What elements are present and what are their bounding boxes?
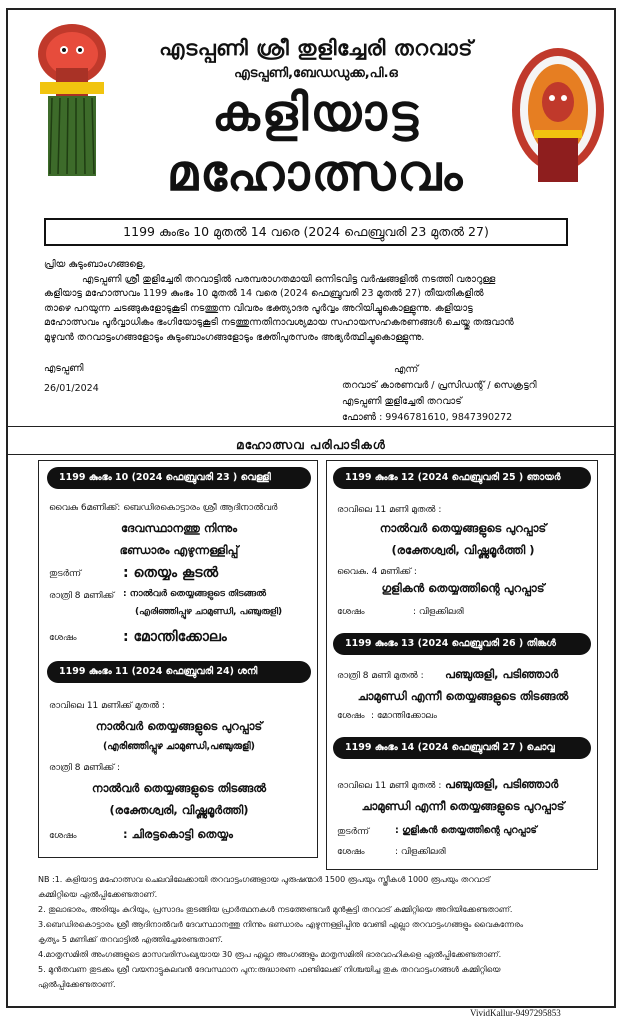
day3-date-band: 1199 കുംഭം 12 (2024 ഫെബ്രുവരി 25 ) ഞായർ xyxy=(333,467,591,489)
day1-time-text: രാത്രി 8 മണിക്ക് xyxy=(49,591,115,601)
letter-line: കളിയാട്ട മഹോത്സവം 1199 കുംഭം 10 മുതൽ 14 വരെ (2024 ഫെബ്രുവരി 23 മുതൽ 27) തീയതികളിൽ xyxy=(44,288,484,299)
day2-event: നാൽവർ തെയ്യങ്ങളുടെ തിടങ്ങൽ xyxy=(91,781,267,795)
program-title: മഹോത്സവ പരിപാടികൾ xyxy=(236,438,386,452)
note-line: കൃത്യം 5 മണിക്ക് തറവാട്ടിൽ എത്തിച്ചേരേണ്ടതാണ്. xyxy=(38,935,223,944)
day2-shesham: ശേഷം xyxy=(49,831,77,841)
note-line: 5. മുൻതവണ തുടക്കം ശ്രീ വയനാട്ടുകുലവൻ ദേവസ്ഥാന പുന:രുദ്ധാരണ ഫണ്ടിലേക്ക് നിശ്ചയിച്ച തുക തറവാട്ടംഗങ്ങൾ കമ്മിറ്റിയെ xyxy=(38,965,501,974)
page-title-line1: കളിയാട്ട xyxy=(212,84,420,142)
day1-event: : മോന്തിക്കോലം xyxy=(123,629,227,645)
day1-thudarnnu: തുടർന്ന് xyxy=(49,569,82,579)
day5-event: : വിളക്കിലരി xyxy=(395,847,446,857)
letter-line: മഹോത്സവം പൂർവ്വാധികം ഭംഗിയോടുകൂടി നടത്തുന്നതിനാവശ്യമായ സഹായസഹകരണങ്ങൾ ചെയ്തു തരുവാൻ xyxy=(44,317,514,328)
day2-time-text: രാത്രി 8 മണിക്ക് : xyxy=(49,763,121,773)
day3-event: (രക്തേശ്വരി, വിഷ്ണുമൂർത്തി ) xyxy=(391,543,535,557)
note-line: കമ്മിറ്റിയെ ഏൽപ്പിക്കേണ്ടതാണ്. xyxy=(38,890,158,899)
day4-time-text: രാത്രി 8 മണി മുതൽ : xyxy=(337,671,424,681)
notice-page xyxy=(6,8,616,1008)
day4-date-band: 1199 കുംഭം 13 (2024 ഫെബ്രുവരി 26 ) തിങ്കൾ xyxy=(333,633,591,655)
day4-event: : മോന്തിക്കോലം xyxy=(371,711,437,721)
place-name: എടപ്പണി,ബേഡഡുക്ക,പി.ഒ xyxy=(234,66,398,81)
signature-left xyxy=(44,362,99,396)
day2-date-band: 1199 കുംഭം 11 (2024 ഫെബ്രുവരി 24) ശനി xyxy=(47,661,311,683)
page-title-line2: മഹോത്സവം xyxy=(166,144,465,202)
day3-event: നാൽവർ തെയ്യങ്ങളുടെ പുറപ്പാട് xyxy=(379,521,547,535)
day2-event: : ചിരട്ടകൊട്ടി തെയ്യം xyxy=(123,827,233,841)
day5-shesham: ശേഷം xyxy=(337,847,365,857)
sign-place: എടപ്പണി xyxy=(44,363,84,374)
day1-date-band: 1199 കുംഭം 10 (2024 ഫെബ്രുവരി 23 ) വെള്ളി xyxy=(47,467,311,489)
day2-event: നാൽവർ തെയ്യങ്ങളുടെ പുറപ്പാട് xyxy=(95,719,263,733)
sign-phone: ഫോൺ : 9946781610, 9847390272 xyxy=(342,412,513,423)
signature-right xyxy=(342,362,537,426)
sign-ennu: എന്ന് xyxy=(394,364,419,375)
day1-event: : നാൽവർ തെയ്യങ്ങളുടെ തിടങ്ങൽ xyxy=(123,589,267,599)
day2-event: (രക്തേശ്വരി, വിഷ്ണുമൂർത്തി) xyxy=(109,803,249,817)
day1-event: (എരിഞ്ഞിപ്പുഴ ചാമുണ്ഡി, പഞ്ചുരുളി) xyxy=(135,607,283,617)
day3-time-text: വൈകു. 4 മണിക്ക് : xyxy=(337,567,417,577)
day4-shesham: ശേഷം xyxy=(337,711,365,721)
day1-event: : തെയ്യം കൂടൽ xyxy=(123,565,219,581)
theyyam-image-left xyxy=(20,18,120,176)
letter-line: മുഴുവൻ തറവാട്ടംഗങ്ങളോടും കുടുംബാംഗങ്ങളോടും ഭക്തിപുരസരം അഭ്യർത്ഥിച്ചുകൊള്ളുന്നു. xyxy=(44,331,425,343)
letter-line: എടപ്പണി ശ്രീ തുളിച്ചേരി തറവാട്ടിൽ പരമ്പരാഗതമായി ഒന്നിടവിട്ട വർഷങ്ങളിൽ നടത്തി വരാറുള്ള xyxy=(82,273,496,285)
note-line: 4.മാതൃസമിതി അംഗങ്ങളുടെ മാസവരിസംഖ്യയായ 30 രൂപ എല്ലാ അംഗങ്ങളും മാതൃസമിതി ഭാരവാഹികളെ ഏൽപ്പിക്കേണ്ടതാണ്. xyxy=(38,950,502,959)
day4-event: ചാമുണ്ഡി എന്നീ തെയ്യങ്ങളുടെ തിടങ്ങൽ xyxy=(357,689,569,703)
day5-thudarnnu: തുടർന്ന് xyxy=(337,827,370,837)
day5-time-text: രാവിലെ 11 മണി മുതൽ : xyxy=(337,781,442,791)
theyyam-image-right xyxy=(508,40,608,190)
day4-event: പഞ്ചുരുളി, പടിഞ്ഞാർ xyxy=(445,667,559,681)
note-line: 3.ബെഡിരകൊട്ടാരം ശ്രീ ആദിനാൽവർ ദേവസ്ഥാനത്തു നിന്നും ഭണ്ഡാരം എഴുന്നള്ളിപ്പിനു വേണ്ടി എല്ലാ തറവാട്ടംഗങ്ങളും വൈകുന്നേരം xyxy=(38,920,524,929)
day5-event: പഞ്ചുരുളി, പടിഞ്ഞാർ xyxy=(445,777,559,791)
sign-role: തറവാട് കാരണവർ / പ്രസിഡന്റ് / സെക്രട്ടറി xyxy=(342,380,537,391)
notes-section xyxy=(38,872,613,992)
day3-event: ഗുളികൻ തെയ്യത്തിന്റെ പുറപ്പാട് xyxy=(381,581,545,595)
day1-event: ദേവസ്ഥാനത്തു നിന്നും xyxy=(120,521,238,535)
note-line: ഏൽപ്പിക്കേണ്ടതാണ്. xyxy=(38,980,116,989)
letter-line: താഴെ പറയുന്ന ചടങ്ങുകളോടുകൂടി നടത്തുന്ന വിവരം ഭക്ത്യാദര പൂർവ്വം അറിയിച്ചുകൊള്ളുന്നു. കളിയാട്ട xyxy=(44,302,473,314)
day5-event: ചാമുണ്ഡി എന്നീ തെയ്യങ്ങളുടെ പുറപ്പാട് xyxy=(361,799,565,813)
note-line: 2. തുലാഭാരം, അരിയും കുറിയും, പ്രസാദം തുടങ്ങിയ പ്രാർത്ഥനകൾ നടത്തേണ്ടവർ മുൻകൂട്ടി തറവാട് കമ്മിറ്റിയെ അറിയിക്കേണ്ടതാണ്. xyxy=(38,905,513,914)
family-name: എടപ്പണി ശ്രീ തുളിച്ചേരി തറവാട് xyxy=(159,36,473,60)
day3-shesham: ശേഷം xyxy=(337,607,365,617)
note-line: NB :1. കളിയാട്ട മഹോത്സവ ചെലവിലേക്കായി തറവാട്ടംഗങ്ങളായ പുരുഷന്മാർ 1500 രൂപയും സ്ത്രീകൾ 1000 രൂപയും തറവാട് xyxy=(38,875,491,884)
program-column-right xyxy=(326,460,598,870)
divider xyxy=(8,454,614,455)
divider xyxy=(8,426,614,427)
sign-org: എടപ്പണി തുളിച്ചേരി തറവാട് xyxy=(342,396,462,407)
date-range-box: 1199 കുംഭം 10 മുതൽ 14 വരെ (2024 ഫെബ്രുവരി 23 മുതൽ 27) xyxy=(44,218,568,246)
letter-salutation: പ്രിയ കുടുംബാംഗങ്ങളെ, xyxy=(44,259,146,270)
letter-body xyxy=(44,258,584,345)
designer-credit: VividKallur-9497295853 xyxy=(470,1008,561,1018)
day3-time-text: രാവിലെ 11 മണി മുതൽ : xyxy=(337,505,442,515)
day3-event: : വിളക്കിലരി xyxy=(413,607,464,617)
day5-date-band: 1199 കുംഭം 14 (2024 ഫെബ്രുവരി 27 ) ചൊവ്വ xyxy=(333,737,591,759)
program-column-left xyxy=(38,460,318,858)
day1-event: ഭണ്ഡാരം എഴുന്നള്ളിപ്പ് xyxy=(119,543,239,557)
day2-time-text: രാവിലെ 11 മണിക്ക് മുതൽ : xyxy=(49,701,165,711)
day5-event: : ഗുളികൻ തെയ്യത്തിന്റെ പുറപ്പാട് xyxy=(395,825,537,836)
day1-time-text: വൈകു 6മണിക്ക്: ബെഡിരകൊട്ടാരം ശ്രീ ആദിനാൽവർ xyxy=(49,503,278,513)
day1-shesham: ശേഷം xyxy=(49,633,77,643)
sign-date: 26/01/2024 xyxy=(44,383,99,394)
day2-event: (എരിഞ്ഞിപ്പുഴ ചാമുണ്ഡി,പഞ്ചുരുളി) xyxy=(102,741,256,752)
